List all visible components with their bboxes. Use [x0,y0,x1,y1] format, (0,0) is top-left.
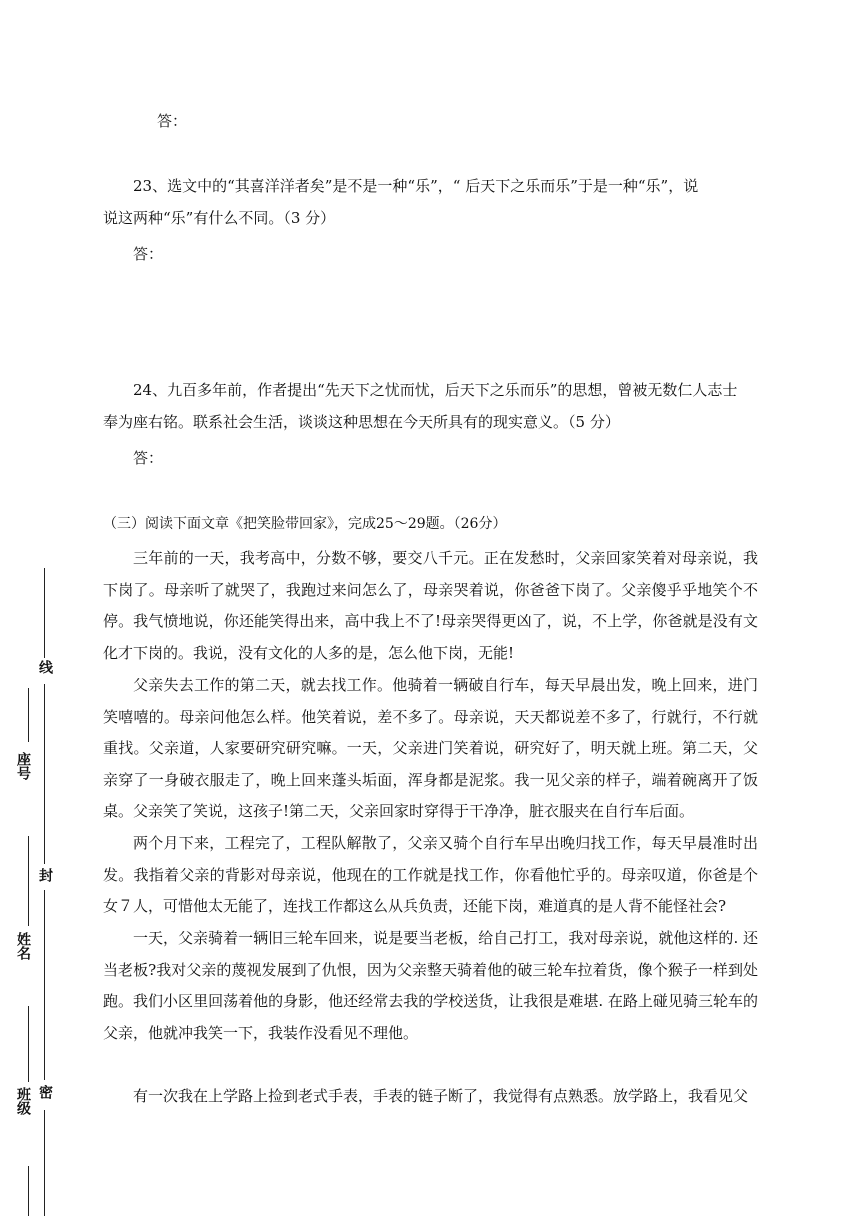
name-label: 姓名 [15,932,31,960]
seat-number-field-line [28,688,29,742]
q24-text-line2: 奉为座右铭。联系社会生活，谈谈这种思想在今天所具有的现实意义。（5 分） [103,413,620,431]
q23-text-line2: 说这两种“乐”有什么不同。（3 分） [103,209,336,227]
q22-answer-label: 答： [157,112,188,130]
seal-line-segment [44,684,45,864]
name-field-line [28,836,29,926]
passage-paragraph-5: 有一次我在上学路上捡到老式手表，手表的链子断了，我觉得有点熟悉。放学路上，我看见父 [133,1087,749,1105]
extra-field-line [28,1166,29,1216]
binding-margin [0,560,70,1216]
passage-paragraph-2: 父亲失去工作的第二天，就去找工作。他骑着一辆破自行车，每天早晨出发，晚上回来，进门笑嘻嘻的。母亲问他怎么样。他笑着说，差不多了。母亲说，天天都说差不多了，行就行，不行就重找。父亲道，人家要研究研究嘛。一天，父亲进门笑着说，研究好了，明天就上班。第二天，父亲穿了一身破衣服走了，晚上回来蓬头垢面，浑身都是泥浆。我一见父亲的样子，端着碗离开了饭桌。父亲笑了笑说，这孩子!第二天，父亲回家时穿得于干净净，脏衣服夹在自行车后面。 [103,676,758,821]
q24-text-line1: 24、九百多年前，作者提出“先天下之忧而忧，后天下之乐而乐”的思想，曾被无数仁人志士 [133,381,738,399]
seal-line-segment [44,1110,45,1216]
q23-answer-label: 答： [133,245,164,263]
seal-char-xian: 线 [37,660,53,674]
passage-paragraph-1: 三年前的一天，我考高中，分数不够，要交八千元。正在发愁时，父亲回家笑着对母亲说，我下岗了。母亲听了就哭了，我跑过来问怎么了，母亲哭着说，你爸爸下岗了。父亲傻乎乎地笑个不停。我气愤地说，你还能笑得出来，高中我上不了!母亲哭得更凶了，说，不上学，你爸就是没有文化才下岗的。我说，没有文化的人多的是，怎么他下岗，无能! [103,549,758,662]
q23-text-line1: 23、选文中的“其喜洋洋者矣”是不是一种“乐”，“ 后天下之乐而乐”于是一种“乐”，说 [133,177,699,195]
class-label: 班级 [15,1087,31,1115]
section3-heading: （三）阅读下面文章《把笑脸带回家》，完成25～29题。（26分） [103,516,507,532]
passage-paragraph-3: 两个月下来，工程完了，工程队解散了，父亲又骑个自行车早出晚归找工作，每天早晨准时出发。我指着父亲的背影对母亲说，他现在的工作就是找工作，你看他忙乎的。母亲叹道，你爸是个女７人，可惜他太无能了，连找工作都这么从兵负责，还能下岗，难道真的是人背不能怪社会? [103,834,758,916]
seal-line-segment [44,890,45,1080]
passage-paragraph-4: 一天，父亲骑着一辆旧三轮车回来，说是要当老板，给自己打工，我对母亲说，就他这样的. 还当老板?我对父亲的蔑视发展到了仇恨，因为父亲整天骑着他的破三轮车拉着货，像个猴子一样到处跑。我们小区里回荡着他的身影，他还经常去我的学校送货，让我很是难堪. 在路上碰见骑三轮车的父亲，他就冲我笑一下，我装作没看见不理他。 [103,929,758,1042]
seal-line-segment [44,568,45,658]
seal-char-mi: 密 [37,1085,53,1099]
seat-number-label: 座号 [15,752,31,780]
q24-answer-label: 答： [133,449,164,467]
seal-char-feng: 封 [37,868,53,882]
class-field-line [28,1006,29,1082]
